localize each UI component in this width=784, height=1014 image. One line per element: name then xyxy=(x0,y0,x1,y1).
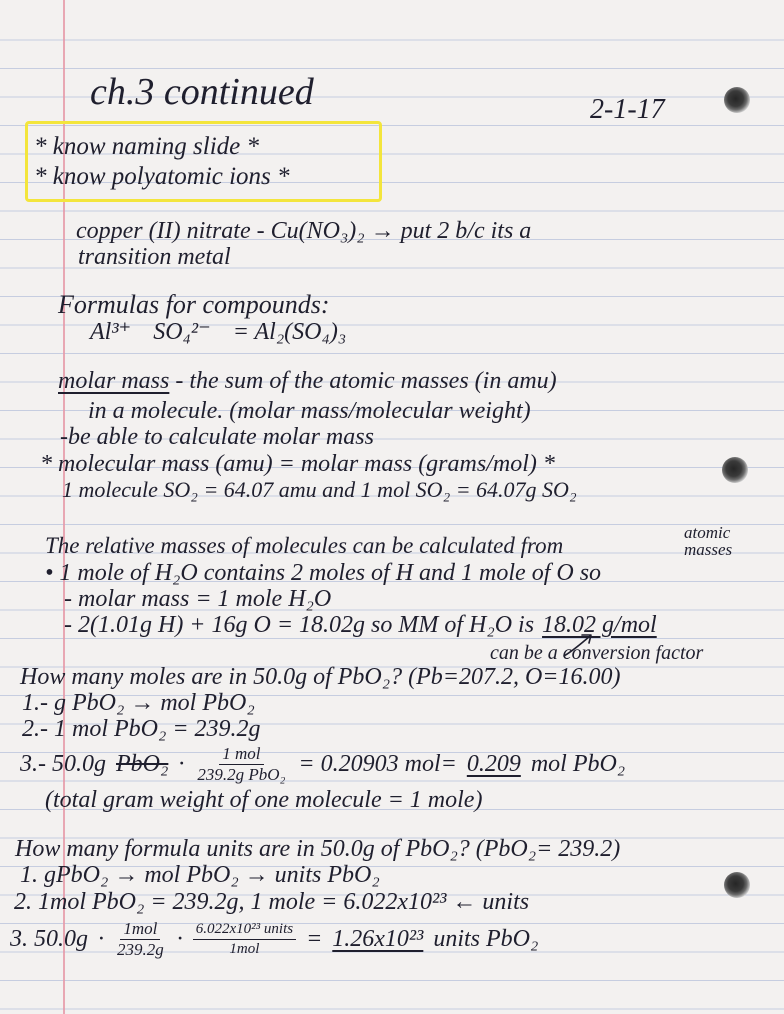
reminder-naming: * know naming slide * xyxy=(34,133,259,160)
ion-aluminum: Al³⁺ xyxy=(90,319,132,345)
molar-mass-line-2: in a molecule. (molar mass/molecular weight) xyxy=(88,398,531,424)
fraction-denominator: 1mol xyxy=(229,940,260,957)
copper-nitrate-line-2: transition metal xyxy=(78,244,231,270)
fraction-denominator: 239.2g PbO₂ xyxy=(197,764,286,784)
fraction-numerator: 6.022x10²³ units xyxy=(193,920,296,940)
problem-1-answer: 0.209 xyxy=(466,751,521,777)
ion-sulfate: SO₄²⁻ xyxy=(153,319,211,345)
hole-punch xyxy=(724,87,750,113)
molar-mass-line-5: 1 molecule SO₂ = 64.07 amu and 1 mol SO₂ = 64.07g SO₂ xyxy=(62,477,577,502)
step-3-lead: 3. 50.0g xyxy=(10,926,88,952)
molar-mass-water-line: - molar mass = 1 mole H₂O xyxy=(64,586,332,612)
avogadro-fraction xyxy=(193,920,296,959)
molar-mass-line-4: * molecular mass (amu) = molar mass (grams/mol) * xyxy=(40,451,555,477)
fraction-denominator: 239.2g xyxy=(117,939,164,959)
relative-masses-masses: masses xyxy=(684,540,733,559)
problem-2-answer: 1.26x10²³ xyxy=(332,926,424,952)
multiply-dot: · xyxy=(98,926,104,952)
problem-2-question: How many formula units are in 50.0g of PbO₂? (PbO₂= 239.2) xyxy=(15,836,621,862)
page-title: ch.3 continued xyxy=(90,71,314,113)
molar-mass-definition xyxy=(58,367,557,395)
molar-mass-term: molar mass xyxy=(58,368,170,394)
multiply-dot: · xyxy=(176,926,183,952)
problem-1-note: (total gram weight of one molecule = 1 mole) xyxy=(45,787,483,813)
hole-punch xyxy=(722,457,748,483)
relative-masses-line: The relative masses of molecules can be calculated from xyxy=(45,533,564,558)
conversion-factor-note: can be a conversion factor xyxy=(490,642,704,664)
hole-punch xyxy=(724,872,750,898)
problem-2-step-1: 1. gPbO₂ → mol PbO₂ → units PbO₂ xyxy=(20,862,380,888)
conversion-fraction xyxy=(194,744,288,785)
molar-mass-line-3: -be able to calculate molar mass xyxy=(60,424,374,450)
problem-2-step-3 xyxy=(10,914,538,964)
water-calculation-text: - 2(1.01g H) + 16g O = 18.02g so MM of H₂O is xyxy=(64,612,535,638)
formula-equation xyxy=(90,318,346,346)
problem-1-question: How many moles are in 50.0g of PbO₂? (Pb=207.2, O=16.00) xyxy=(20,664,621,690)
mole-conversion-fraction xyxy=(114,919,167,960)
problem-1-step-2: 2.- 1 mol PbO₂ = 239.2g xyxy=(22,716,261,742)
problem-1-answer-unit: mol PbO₂ xyxy=(530,751,626,777)
molar-mass-definition-text: - the sum of the atomic masses (in amu) xyxy=(175,368,557,394)
reminder-polyatomic: * know polyatomic ions * xyxy=(34,163,290,190)
copper-nitrate-line: copper (II) nitrate - Cu(NO₃)₂ → put 2 b/c its a xyxy=(76,218,532,244)
problem-1-step-1: 1.- g PbO₂ → mol PbO₂ xyxy=(22,690,255,716)
step-3-lead: 3.- 50.0g xyxy=(20,751,106,777)
note-date: 2-1-17 xyxy=(590,94,665,125)
step-3-result: = 0.20903 mol= xyxy=(298,751,457,777)
multiply-dot: · xyxy=(178,751,185,777)
problem-1-step-3 xyxy=(20,740,625,788)
formula-result: = Al₂(SO₄)₃ xyxy=(232,319,347,345)
formulas-heading: Formulas for compounds: xyxy=(58,290,330,319)
problem-2-answer-unit: units PbO₂ xyxy=(433,926,539,952)
cancelled-unit: PbO₂ xyxy=(116,751,169,777)
water-moles-line: • 1 mole of H₂O contains 2 moles of H and 1 mole of O so xyxy=(45,560,602,586)
problem-2-step-2: 2. 1mol PbO₂ = 239.2g, 1 mole = 6.022x10²³ ← units xyxy=(14,889,530,915)
water-molar-mass-answer: 18.02 g/mol xyxy=(542,612,657,638)
fraction-numerator: 1 mol xyxy=(219,744,263,765)
curved-arrow-icon xyxy=(560,628,604,660)
equals-sign: = xyxy=(306,926,323,952)
relative-masses-atomic: atomic xyxy=(684,523,731,542)
fraction-numerator: 1mol xyxy=(120,919,160,940)
